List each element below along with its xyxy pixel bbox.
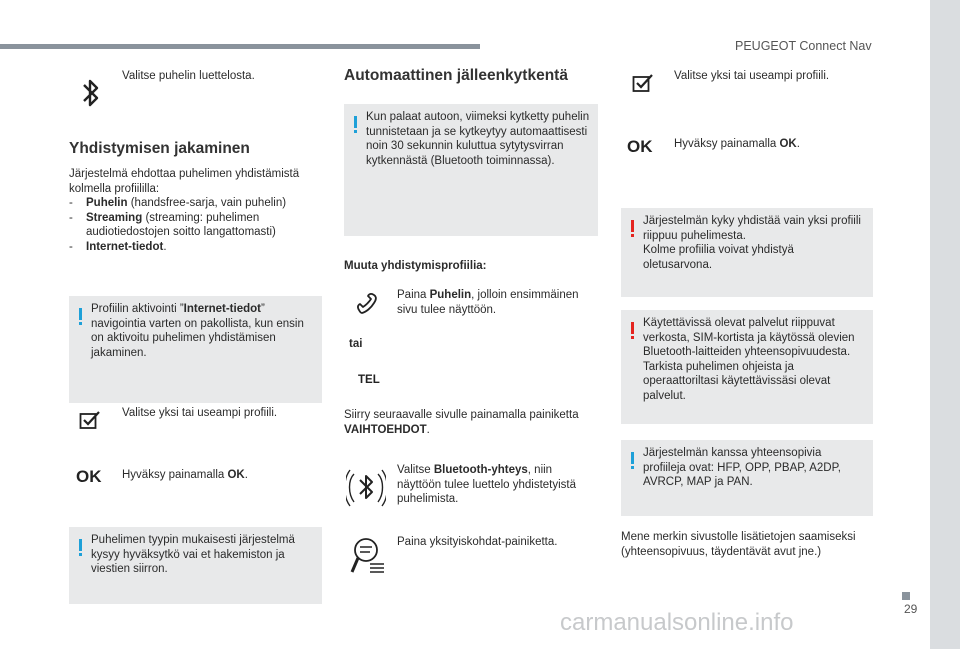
list-dash: - [69, 197, 73, 209]
step-select-profiles-2: Valitse yksi tai useampi profiili. [674, 70, 830, 82]
website-note: Mene merkin sivustolle lisätietojen saamiseksi (yhteensopivuus, täydentävät avut jne.) [621, 531, 856, 558]
next-bold: VAIHTOEHDOT [344, 423, 427, 436]
info-icon-dot [354, 130, 357, 133]
list-text: (streaming: puhelimen audiotiedostojen soitto langattomasti) [86, 211, 276, 238]
confirm-post: . [796, 138, 800, 150]
header-rule [0, 44, 480, 49]
press-pre: Paina [397, 289, 430, 301]
phone-icon [354, 290, 382, 318]
section-title-sharing: Yhdistymisen jakaminen [69, 140, 250, 157]
step-confirm [122, 468, 312, 483]
bt-bold: Bluetooth-yhteys [433, 464, 528, 476]
next-pre: Siirry seuraavalle sivulle painamalla painiketta [344, 409, 579, 421]
step-select-profiles: Valitse yksi tai useampi profiili. [122, 407, 278, 419]
phone-icon-or: tai [349, 338, 363, 350]
step-press-phone [397, 288, 597, 317]
list-item [69, 211, 319, 240]
list-item [69, 240, 319, 255]
profile-list [69, 196, 319, 254]
confirm-bold: OK [779, 138, 797, 150]
sharing-intro: Järjestelmä ehdottaa puhelimen yhdistämistä kolmella profiililla: [69, 168, 300, 195]
bluetooth-connection-icon [346, 466, 386, 510]
info-box-transfer [69, 527, 322, 604]
warning-box-profile [621, 208, 873, 297]
bt-post: , niin näyttöön tulee luettelo yhdistetyistä puhelimista. [397, 464, 577, 505]
info-text: Järjestelmän kanssa yhteensopivia profiileja ovat: HFP, OPP, PBAP, A2DP, AVRCP, MAP ja PAN. [643, 447, 841, 488]
warning-icon-dot [631, 336, 634, 339]
list-bold: Puhelin [86, 197, 128, 209]
ok-icon: OK [627, 137, 653, 156]
info-box-reconnect [344, 104, 598, 236]
step-bluetooth-connection [397, 463, 597, 507]
warning-text: Käytettävissä olevat palvelut riippuvat verkosta, SIM-kortista ja käytössä olevien Bluetooth-laitteiden yhteensopivuudesta. Tarkista puhelimen ohjeista ja operaattoriltasi käytettävissäsi olevat palvelut. [643, 317, 855, 402]
page-edge-strip [930, 0, 960, 649]
warning-text: Järjestelmän kyky yhdistää vain yksi profiili riippuu puhelimesta. Kolme profiilia voivat yhdistyä oletusarvona. [643, 215, 861, 271]
info-icon [354, 116, 357, 128]
list-bold: Streaming [86, 211, 143, 224]
step-details: Paina yksityiskohdat-painiketta. [397, 536, 558, 548]
info-icon [79, 308, 82, 320]
info-icon-dot [79, 322, 82, 325]
page-number: 29 [904, 602, 918, 616]
confirm-pre: Hyväksy painamalla [122, 469, 228, 481]
watermark: carmanualsonline.info [560, 609, 794, 636]
other-profiles-label: Muuta yhdistymisprofiilia: [344, 260, 487, 272]
bluetooth-icon [80, 76, 102, 110]
info-bold: Internet-tiedot [183, 303, 261, 315]
info-text [91, 302, 314, 360]
press-bold: Puhelin [429, 289, 472, 301]
step-next-page [344, 408, 604, 437]
next-post: . [426, 423, 430, 436]
checkbox-icon [79, 410, 103, 430]
list-text: (handsfree-sarja, vain puhelin) [127, 197, 287, 209]
step-select-phone: Valitse puhelin luettelosta. [122, 70, 255, 82]
info-text: Puhelimen tyypin mukaisesti järjestelmä kysyy hyväksytkö vai et hakemiston ja viestien siirron. [91, 534, 295, 575]
info-box-internet [69, 296, 322, 403]
step-confirm-2 [674, 137, 874, 152]
section-title-reconnect: Automaattinen jälleenkytkentä [344, 67, 568, 84]
tel-button-label: TEL [358, 374, 380, 386]
list-item [69, 196, 319, 211]
ok-icon: OK [76, 467, 102, 486]
list-dash: - [69, 211, 73, 224]
info-icon-dot [631, 466, 634, 469]
warning-icon [631, 220, 634, 232]
warning-icon-dot [631, 234, 634, 237]
warning-box-services [621, 310, 873, 424]
info-icon-dot [79, 553, 82, 556]
info-post: ” navigointia varten on pakollista, kun ensin on aktivoitu puhelimen yhdistämisen jakaminen. [91, 303, 304, 359]
bt-pre: Valitse [397, 464, 434, 476]
warning-icon [631, 322, 634, 334]
list-bold: Internet-tiedot [86, 240, 164, 253]
info-text: Kun palaat autoon, viimeksi kytketty puhelin tunnistetaan ja se kytkeytyy automaattisesti noin 30 sekunnin kuluttua sytytysvirran kytkennästä (Bluetooth toiminnassa). [366, 111, 590, 167]
info-pre: Profiilin aktivointi ” [91, 303, 184, 315]
confirm-post: . [244, 469, 248, 481]
confirm-bold: OK [227, 469, 245, 481]
info-icon [631, 452, 634, 464]
list-text: . [163, 240, 167, 253]
details-icon [350, 534, 386, 576]
confirm-pre: Hyväksy painamalla [674, 138, 780, 150]
info-icon [79, 539, 82, 551]
list-dash: - [69, 240, 73, 253]
info-box-profiles [621, 440, 873, 516]
brand-label: PEUGEOT Connect Nav [735, 39, 872, 53]
checkbox-icon [632, 73, 656, 93]
page-marker [902, 592, 910, 600]
press-post: , jolloin ensimmäinen sivu tulee näyttöön. [397, 289, 579, 316]
